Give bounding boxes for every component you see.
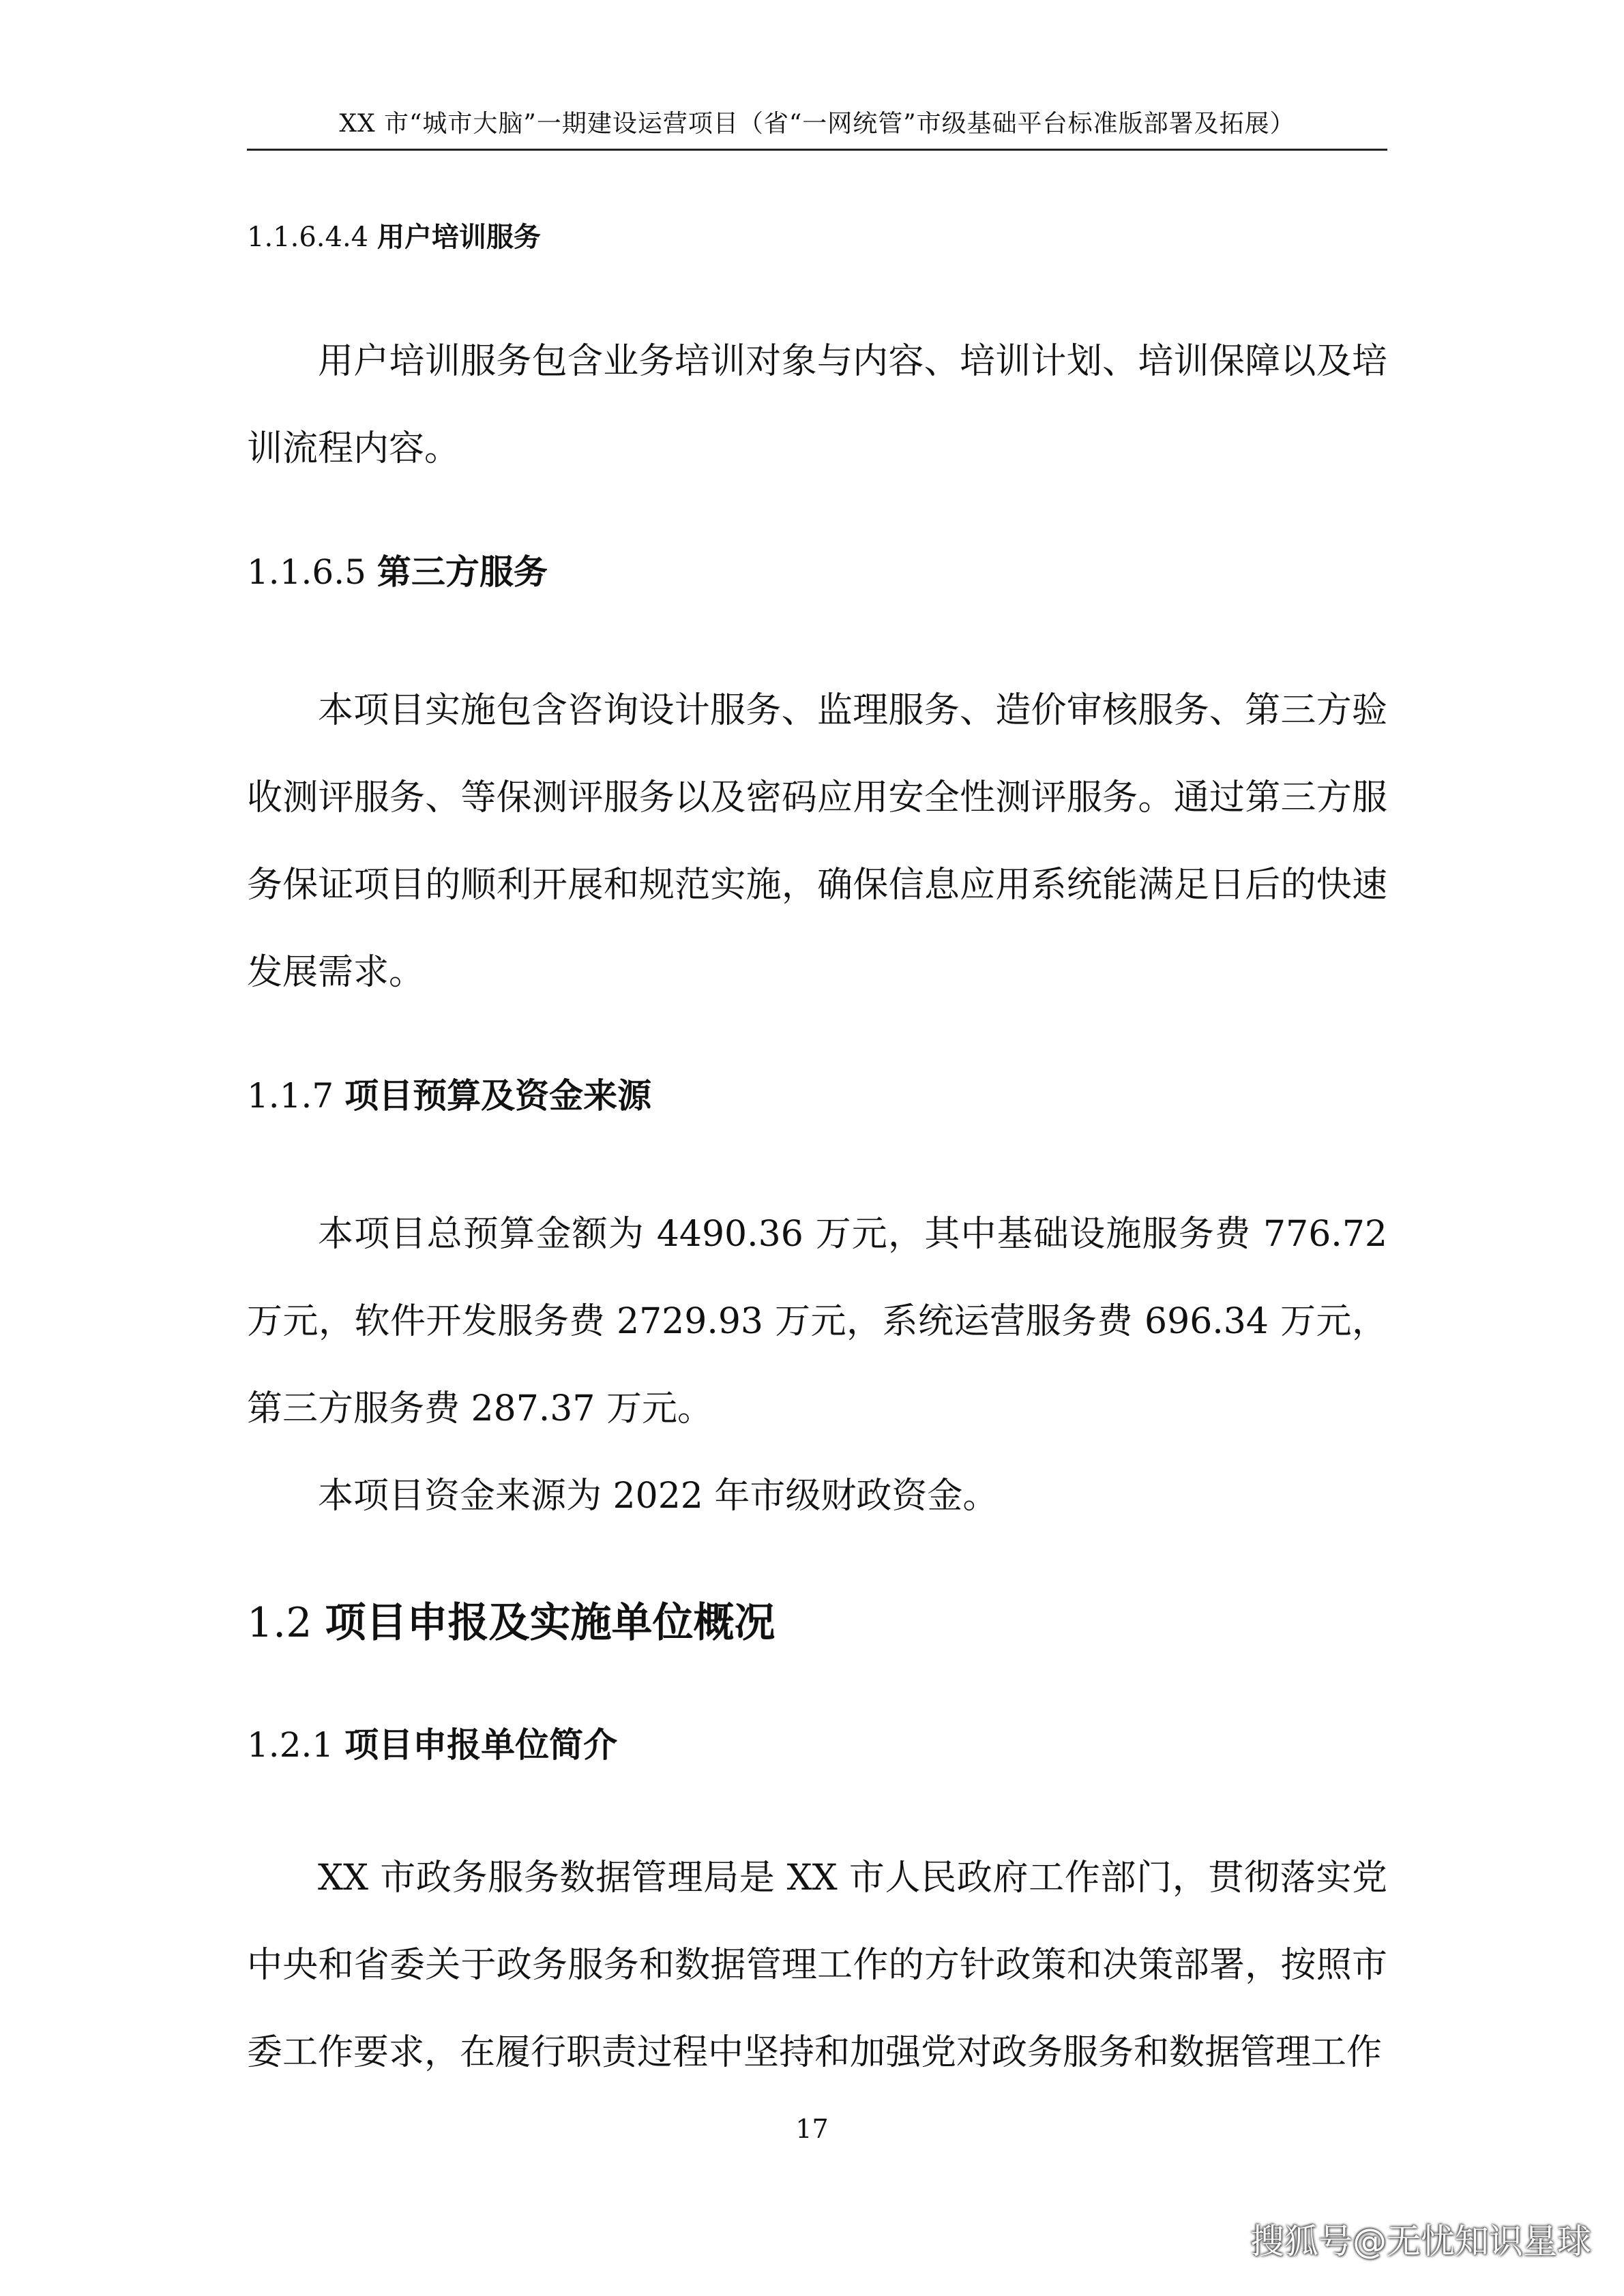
heading-number: 1.1.6.5 xyxy=(247,552,377,592)
heading-1-1-6-5 xyxy=(247,548,1387,596)
watermark: 搜狐号@无忧知识星球 xyxy=(1250,2222,1591,2261)
heading-number: 1.1.7 xyxy=(247,1076,345,1116)
heading-1-1-7 xyxy=(247,1072,1387,1120)
paragraph-budget: 本项目总预算金额为 4490.36 万元，其中基础设施服务费 776.72 万元，软件开发服务费 2729.93 万元，系统运营服务费 696.34 万元，第三方服务费 287.37 万元。 xyxy=(247,1214,1387,1429)
heading-title: 第三方服务 xyxy=(377,552,548,592)
heading-number: 1.1.6.4.4 xyxy=(247,222,377,253)
header-divider xyxy=(247,149,1387,151)
page-number: 17 xyxy=(795,2114,829,2144)
heading-title: 项目预算及资金来源 xyxy=(344,1076,652,1116)
heading-1-2 xyxy=(247,1596,1387,1650)
paragraph-funding-source: 本项目资金来源为 2022 年市级财政资金。 xyxy=(318,1476,999,1517)
paragraph-user-training: 用户培训服务包含业务培训对象与内容、培训计划、培训保障以及培训流程内容。 xyxy=(247,341,1387,469)
heading-title: 用户培训服务 xyxy=(377,222,541,253)
heading-number: 1.2 xyxy=(247,1599,325,1647)
heading-1-2-1 xyxy=(247,1721,1387,1769)
heading-1-1-6-4-4 xyxy=(247,218,1387,256)
running-header: XX 市“城市大脑”一期建设运营项目（省“一网统管”市级基础平台标准版部署及拓展） xyxy=(339,110,1295,138)
heading-title: 项目申报单位简介 xyxy=(344,1725,618,1765)
heading-number: 1.2.1 xyxy=(247,1725,345,1765)
heading-title: 项目申报及实施单位概况 xyxy=(325,1599,776,1647)
paragraph-applicant-intro: XX 市政务服务数据管理局是 XX 市人民政府工作部门，贯彻落实党中央和省委关于政务服务和数据管理工作的方针政策和决策部署，按照市委工作要求，在履行职责过程中坚持和加强党对政务服务和数据管理工作 xyxy=(247,1858,1387,2073)
paragraph-third-party-services: 本项目实施包含咨询设计服务、监理服务、造价审核服务、第三方验收测评服务、等保测评服务以及密码应用安全性测评服务。通过第三方服务保证项目的顺利开展和规范实施，确保信息应用系统能满足日后的快速发展需求。 xyxy=(247,690,1387,993)
page-body xyxy=(247,205,1387,2096)
